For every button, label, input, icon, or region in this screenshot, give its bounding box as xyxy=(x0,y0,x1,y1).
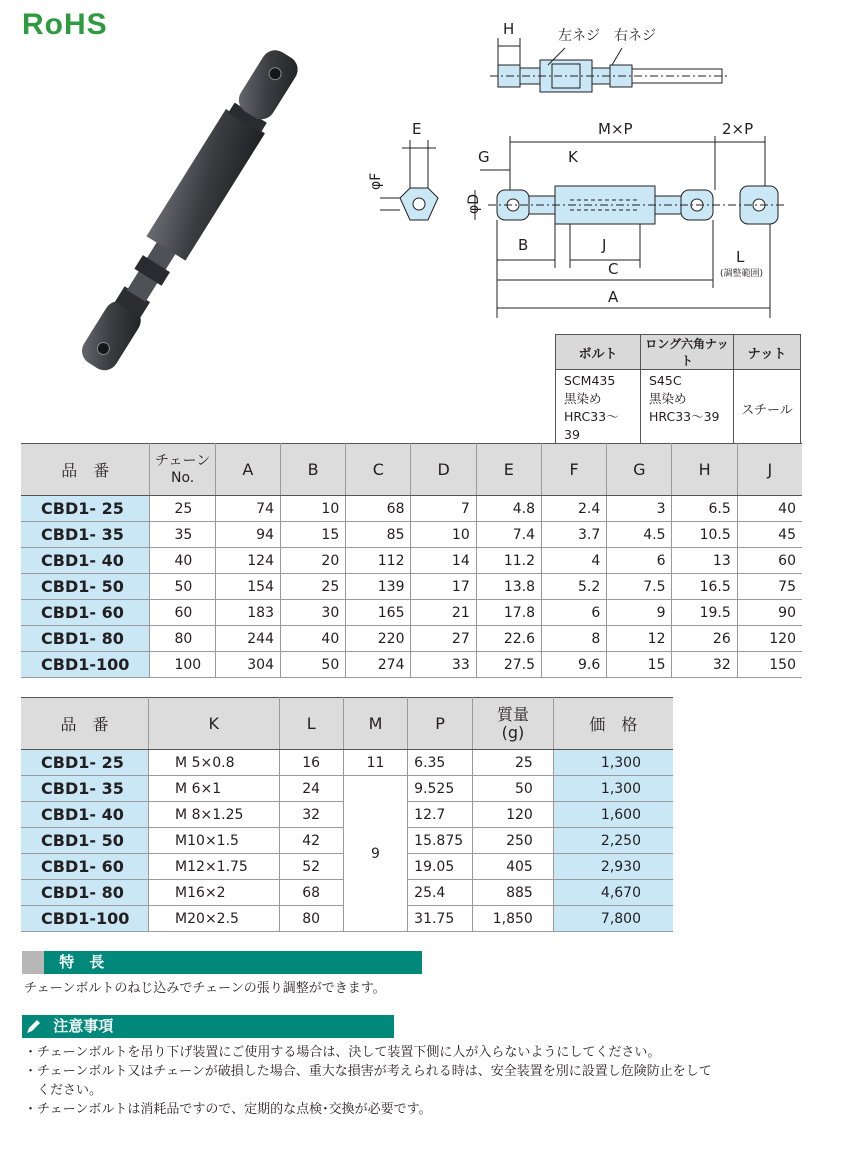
price-header-0: 品 番 xyxy=(21,698,149,750)
caution-item: ・チェーンボルト又はチェーンが破損した場合、重大な損害が考えられる時は、安全装置を別に設置し危険防止をして xyxy=(24,1064,712,1079)
table-cell: 25 xyxy=(280,574,345,600)
table-cell: 22.6 xyxy=(476,626,541,652)
table-cell: 100 xyxy=(150,652,215,678)
table-cell: 6 xyxy=(607,548,672,574)
table-cell: 139 xyxy=(346,574,411,600)
table-cell: 32 xyxy=(672,652,737,678)
right-thread-label: 右ネジ xyxy=(614,28,656,44)
table-cell: 24 xyxy=(279,776,343,802)
dim-g: G xyxy=(478,148,490,166)
table-cell: 6.5 xyxy=(672,496,737,522)
dim-header-6: E xyxy=(476,444,541,496)
part-number: CBD1- 80 xyxy=(21,626,150,652)
table-cell: 68 xyxy=(346,496,411,522)
table-row xyxy=(21,548,802,574)
features-text: チェーンボルトのねじ込みでチェーンの張り調整ができます。 xyxy=(24,981,386,996)
table-cell: 12 xyxy=(607,626,672,652)
caution-item: ください。 xyxy=(24,1083,103,1098)
table-cell: 40 xyxy=(150,548,215,574)
table-cell: 165 xyxy=(346,600,411,626)
table-cell: 20 xyxy=(280,548,345,574)
table-cell: 4.8 xyxy=(476,496,541,522)
part-number: CBD1- 25 xyxy=(21,750,149,776)
table-cell: 11.2 xyxy=(476,548,541,574)
table-cell: 7 xyxy=(411,496,476,522)
part-number: CBD1-100 xyxy=(21,906,149,932)
part-number: CBD1- 35 xyxy=(21,522,150,548)
table-cell: M 8×1.25 xyxy=(149,802,279,828)
table-row xyxy=(21,522,802,548)
price-cell: 1,600 xyxy=(553,802,673,828)
table-cell: 9.525 xyxy=(408,776,473,802)
table-cell: 33 xyxy=(411,652,476,678)
part-number: CBD1- 80 xyxy=(21,880,149,906)
part-number: CBD1-100 xyxy=(21,652,150,678)
price-header-2: L xyxy=(279,698,343,750)
dimension-table xyxy=(21,443,802,678)
price-table xyxy=(21,697,673,932)
dim-header-7: F xyxy=(541,444,606,496)
adjust-range-label: (調整範囲) xyxy=(720,269,764,279)
table-cell: 19.5 xyxy=(672,600,737,626)
table-cell: 3 xyxy=(607,496,672,522)
price-header-1: K xyxy=(149,698,279,750)
table-cell: 50 xyxy=(280,652,345,678)
product-photo xyxy=(18,45,353,380)
table-cell: M16×2 xyxy=(149,880,279,906)
table-cell: 60 xyxy=(150,600,215,626)
table-cell: 11 xyxy=(343,750,407,776)
dim-e: E xyxy=(412,120,422,138)
dim-header-3: B xyxy=(280,444,345,496)
dim-l: L xyxy=(736,248,745,266)
caution-list xyxy=(24,1043,712,1119)
caution-title: 注意事項 xyxy=(53,1017,114,1035)
table-cell: 27 xyxy=(411,626,476,652)
price-cell: 1,300 xyxy=(553,776,673,802)
table-cell: 15 xyxy=(280,522,345,548)
table-cell: 25 xyxy=(150,496,215,522)
table-cell: 10 xyxy=(411,522,476,548)
material-header-long-nut: ロング六角ナット xyxy=(641,335,734,370)
table-row xyxy=(21,776,673,802)
price-cell: 4,670 xyxy=(553,880,673,906)
part-number: CBD1- 50 xyxy=(21,828,149,854)
price-cell: 2,250 xyxy=(553,828,673,854)
table-cell: 154 xyxy=(215,574,280,600)
table-cell: 120 xyxy=(473,802,554,828)
part-number: CBD1- 40 xyxy=(21,802,149,828)
caution-item: ・チェーンボルトを吊り下げ装置にご使用する場合は、決して装置下側に人が入らないようにしてください。 xyxy=(24,1045,661,1060)
table-cell: 85 xyxy=(346,522,411,548)
table-cell: 32 xyxy=(279,802,343,828)
table-cell: M12×1.75 xyxy=(149,854,279,880)
dim-j: J xyxy=(602,236,607,254)
table-cell: 26 xyxy=(672,626,737,652)
dim-mxp: M×P xyxy=(598,120,633,138)
table-cell: 13.8 xyxy=(476,574,541,600)
table-cell: 220 xyxy=(346,626,411,652)
dim-c: C xyxy=(608,260,619,278)
table-row xyxy=(21,652,802,678)
material-nut: スチール xyxy=(734,370,801,447)
m-merged-cell: 9 xyxy=(343,776,407,932)
dim-header-8: G xyxy=(607,444,672,496)
pencil-icon xyxy=(22,1015,44,1038)
table-row xyxy=(21,574,802,600)
dim-header-5: D xyxy=(411,444,476,496)
dim-header-0: 品 番 xyxy=(21,444,150,496)
table-cell: 7.5 xyxy=(607,574,672,600)
table-cell: 274 xyxy=(346,652,411,678)
price-header-4: P xyxy=(408,698,473,750)
table-cell: 25 xyxy=(473,750,554,776)
material-table xyxy=(555,334,801,447)
table-cell: M10×1.5 xyxy=(149,828,279,854)
table-cell: 14 xyxy=(411,548,476,574)
dim-header-1: チェーン No. xyxy=(150,444,215,496)
technical-drawing xyxy=(360,10,810,330)
table-cell: 68 xyxy=(279,880,343,906)
price-header-5: 質量 (g) xyxy=(473,698,554,750)
table-cell: 40 xyxy=(280,626,345,652)
table-cell: 150 xyxy=(737,652,802,678)
features-header xyxy=(22,951,422,974)
dim-k: K xyxy=(568,148,578,166)
table-row xyxy=(21,750,673,776)
part-number: CBD1- 60 xyxy=(21,600,150,626)
table-cell: 80 xyxy=(150,626,215,652)
table-cell: 6.35 xyxy=(408,750,473,776)
table-cell: 50 xyxy=(150,574,215,600)
table-row xyxy=(21,626,802,652)
table-cell: 35 xyxy=(150,522,215,548)
dim-f: φF xyxy=(368,172,384,190)
dim-b: B xyxy=(518,236,529,254)
dim-2xp: 2×P xyxy=(722,120,754,138)
material-bolt: SCM435 黒染め HRC33～39 xyxy=(556,370,641,447)
table-cell: 8 xyxy=(541,626,606,652)
table-cell: 405 xyxy=(473,854,554,880)
table-cell: 31.75 xyxy=(408,906,473,932)
material-header-nut: ナット xyxy=(734,335,801,370)
dim-h: H xyxy=(503,20,515,38)
table-cell: 74 xyxy=(215,496,280,522)
table-cell: M 5×0.8 xyxy=(149,750,279,776)
table-cell: 244 xyxy=(215,626,280,652)
left-thread-label: 左ネジ xyxy=(558,28,600,44)
features-marker xyxy=(22,951,44,974)
price-cell: 7,800 xyxy=(553,906,673,932)
price-cell: 1,300 xyxy=(553,750,673,776)
price-header-6: 価 格 xyxy=(553,698,673,750)
dim-d: φD xyxy=(466,193,482,214)
table-cell: M20×2.5 xyxy=(149,906,279,932)
part-number: CBD1- 60 xyxy=(21,854,149,880)
table-cell: 304 xyxy=(215,652,280,678)
caution-item: ・チェーンボルトは消耗品ですので、定期的な点検･交換が必要です。 xyxy=(24,1102,432,1117)
price-cell: 2,930 xyxy=(553,854,673,880)
table-cell: 19.05 xyxy=(408,854,473,880)
part-number: CBD1- 35 xyxy=(21,776,149,802)
table-cell: 17 xyxy=(411,574,476,600)
table-cell: 112 xyxy=(346,548,411,574)
dim-a: A xyxy=(608,288,619,306)
table-cell: 9.6 xyxy=(541,652,606,678)
table-cell: 6 xyxy=(541,600,606,626)
table-cell: 52 xyxy=(279,854,343,880)
table-cell: 120 xyxy=(737,626,802,652)
table-cell: 45 xyxy=(737,522,802,548)
part-number: CBD1- 50 xyxy=(21,574,150,600)
table-cell: 16.5 xyxy=(672,574,737,600)
material-long-nut: S45C 黒染め HRC33～39 xyxy=(641,370,734,447)
table-cell: 9 xyxy=(607,600,672,626)
part-number: CBD1- 40 xyxy=(21,548,150,574)
table-cell: 10 xyxy=(280,496,345,522)
table-cell: 4 xyxy=(541,548,606,574)
table-cell: 75 xyxy=(737,574,802,600)
table-cell: 16 xyxy=(279,750,343,776)
table-cell: 80 xyxy=(279,906,343,932)
dim-header-9: H xyxy=(672,444,737,496)
table-cell: 40 xyxy=(737,496,802,522)
table-cell: 885 xyxy=(473,880,554,906)
features-title: 特 長 xyxy=(59,953,105,971)
table-cell: 2.4 xyxy=(541,496,606,522)
table-cell: 12.7 xyxy=(408,802,473,828)
table-cell: 21 xyxy=(411,600,476,626)
table-cell: 17.8 xyxy=(476,600,541,626)
table-cell: 13 xyxy=(672,548,737,574)
caution-header xyxy=(22,1015,394,1038)
table-cell: 90 xyxy=(737,600,802,626)
dim-header-2: A xyxy=(215,444,280,496)
table-cell: 3.7 xyxy=(541,522,606,548)
material-header-bolt: ボルト xyxy=(556,335,641,370)
table-cell: 27.5 xyxy=(476,652,541,678)
table-cell: M 6×1 xyxy=(149,776,279,802)
table-cell: 10.5 xyxy=(672,522,737,548)
table-cell: 4.5 xyxy=(607,522,672,548)
table-cell: 94 xyxy=(215,522,280,548)
table-cell: 15 xyxy=(607,652,672,678)
table-cell: 7.4 xyxy=(476,522,541,548)
dim-header-10: J xyxy=(737,444,802,496)
table-cell: 1,850 xyxy=(473,906,554,932)
table-cell: 5.2 xyxy=(541,574,606,600)
table-cell: 60 xyxy=(737,548,802,574)
rohs-logo: RoHS xyxy=(22,8,108,41)
table-cell: 15.875 xyxy=(408,828,473,854)
table-cell: 183 xyxy=(215,600,280,626)
price-header-3: M xyxy=(343,698,407,750)
table-cell: 124 xyxy=(215,548,280,574)
part-number: CBD1- 25 xyxy=(21,496,150,522)
table-cell: 42 xyxy=(279,828,343,854)
table-cell: 25.4 xyxy=(408,880,473,906)
table-cell: 30 xyxy=(280,600,345,626)
dim-header-4: C xyxy=(346,444,411,496)
table-row xyxy=(21,600,802,626)
table-cell: 250 xyxy=(473,828,554,854)
table-row xyxy=(21,496,802,522)
table-cell: 50 xyxy=(473,776,554,802)
